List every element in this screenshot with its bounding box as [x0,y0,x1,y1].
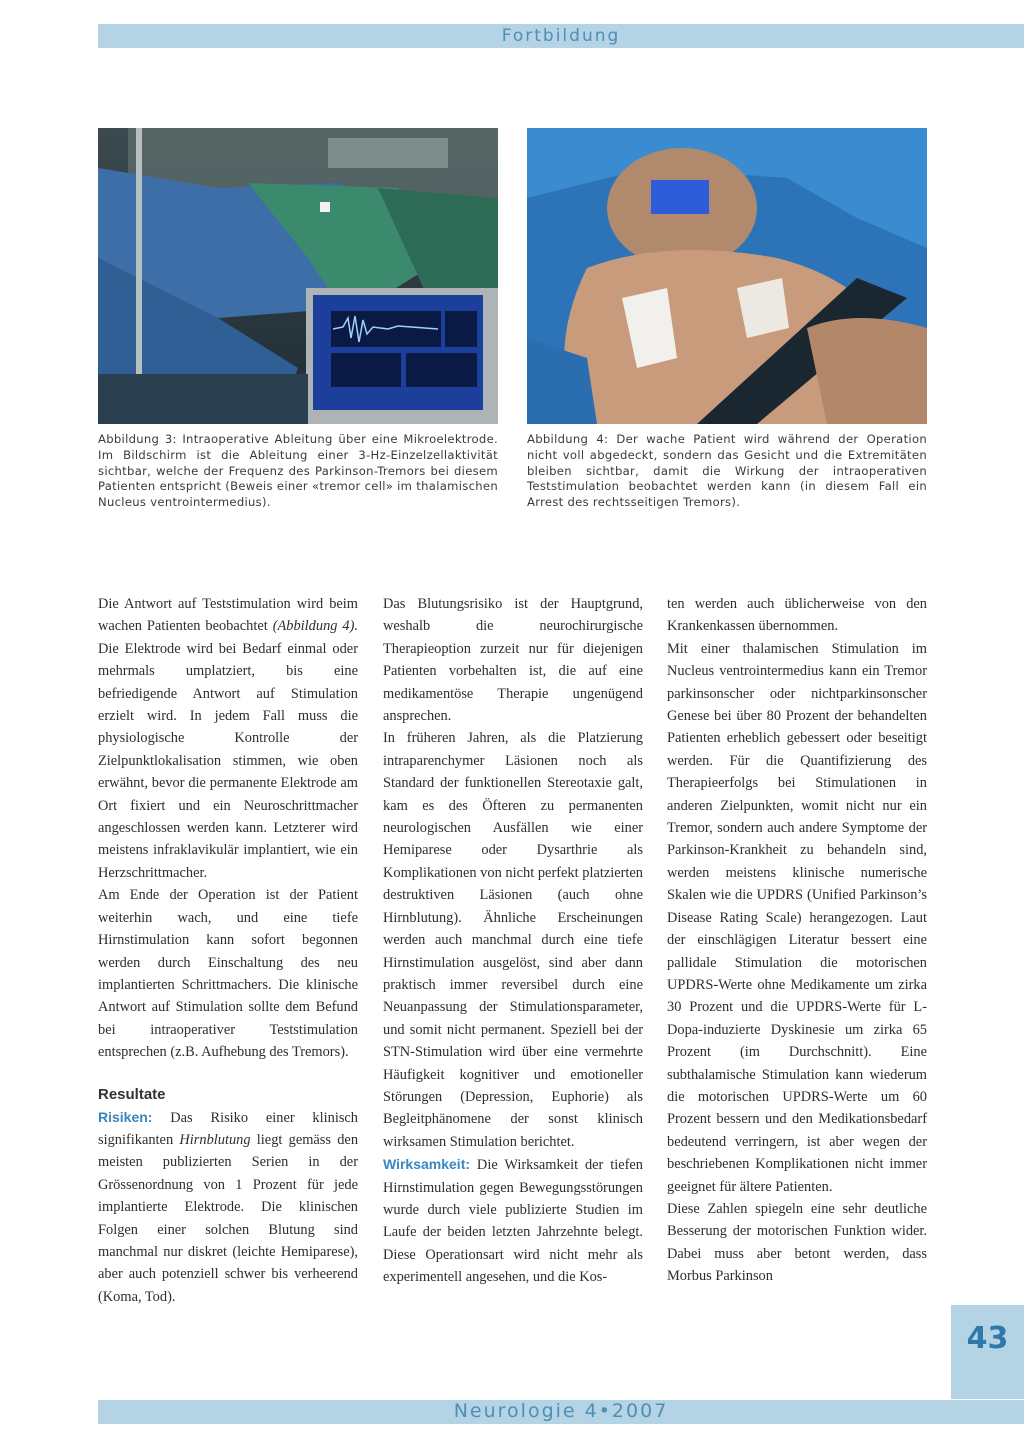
figure-3-caption: Abbildung 3: Intraoperative Ableitung über eine Mikroelektrode. Im Bildschirm ist die Ableitung einer 3-Hz-Einzelzellaktivität sichtbar, welche der Frequenz des Parkinson-Tremors bei diesem Patienten entspricht (Beweis einer «tremor cell» im thalamischen Nucleus ventrointermedius). [98,432,498,510]
paragraph: Das Blutungsrisiko ist der Hauptgrund, weshalb die neurochirurgische Therapieoption zurzeit nur für diejenigen Patienten vorbehalten ist, die auf eine medikamentöse Therapie ungenügend ansprechen. [383,596,643,725]
run-in-heading-wirksamkeit: Wirksamkeit: [383,1156,471,1173]
page-number-tab [951,1305,1024,1399]
run-in-heading-risiken: Risiken: [98,1108,153,1125]
article-column-3 [667,593,927,1288]
figure-4-photo [527,128,927,424]
figure-3-illustration [98,128,498,424]
header-bar [98,24,1024,48]
text-run: Die Antwort auf Teststimulation wird beim wachen Patienten beobachtet [98,596,358,635]
section-heading-resultate: Resultate [98,1085,166,1103]
paragraph [383,1153,643,1288]
figure-4-illustration [527,128,927,424]
journal-title: Neurologie 4•2007 [453,1400,669,1422]
text-run: Die Wirksamkeit der tiefen Hirnstimulation gegen Bewegungsstörungen wurde durch viele publizierte Studien im Laufe der beiden letzten Jahrzehnte belegt. Diese Operationsart wird nicht mehr als experimentell angesehen, und die Kos- [383,1157,643,1286]
figure-reference: (Abbildung 4). [272,618,358,635]
figure-3-photo [98,128,498,424]
paragraph: Mit einer thalamischen Stimulation im Nucleus ventrointermedius kann ein Tremor parkinsonscher oder nichtparkinsonscher Genese bei über 80 Prozent der behandelten Patienten erheblich gebessert oder beseitigt werden. Für die Quantifizierung des Therapieerfolgs bei Stimulationen in anderen Zielpunkten, womit nicht nur ein Tremor, sondern auch andere Symptome der Parkinson-Krankheit zu behandeln sind, werden meistens klinische numerische Skalen wie die UPDRS (Unified Parkinson’s Disease Rating Scale) herangezogen. Laut der einschlägigen Literatur bessert eine pallidale Stimulation die motorischen UPDRS-Werte ohne Medikamente um zirka 30 Prozent und die UPDRS-Werte für L-Dopa-induzierte Dyskinesie um zirka 65 Prozent (im Durchschnitt). Eine subthalamische Stimulation kann wiederum die motorischen UPDRS-Werte um 60 Prozent bessern und den Medikationsbedarf bedeutend verringern, ist aber wegen der beschriebenen Komplikationen nicht immer geeignet für ältere Patienten. [667,640,927,1195]
paragraph [98,1106,358,1309]
footer-bar [98,1400,1024,1424]
article-column-1 [98,593,358,1308]
paragraph: In früheren Jahren, als die Platzierung intraparenchymer Läsionen noch als Standard der funktionellen Stereotaxie galt, kam es des Öfteren zu permanenten neurologischen Ausfällen wie einer Hemiparese oder Dysarthrie als Komplikationen von nicht perfekt platzierten destruktiven Läsionen (auch ohne Hirnblutung). Ähnliche Erscheinungen werden auch manchmal durch eine tiefe Hirnstimulation ausgelöst, sind aber dann praktisch immer reversibel durch eine Neuanpassung der Stimulationsparameter, und somit nicht permanent. Speziell bei der STN-Stimulation wird über eine vermehrte Häufigkeit kognitiver und emotioneller Störungen (Depression, Euphorie) als Begleitphänomene der sonst klinisch wirksamen Stimulation berichtet. [383,730,643,1150]
section-title: Fortbildung [501,26,621,46]
article-column-2 [383,593,643,1289]
paragraph: Am Ende der Operation ist der Patient weiterhin wach, und eine tiefe Hirnstimulation kann sofort begonnen werden durch Einschaltung des neu implantierten Schrittmachers. Die klinische Antwort auf Stimulation sollte dem Befund bei intraoperativer Teststimulation entsprechen (z.B. Aufhebung des Tremors). [98,887,358,1061]
text-run: Die Elektrode wird bei Bedarf einmal oder mehrmals umplatziert, bis eine befriedigende Antwort auf Stimulation erzielt wird. In jedem Fall muss die physiologische Kontrolle der Zielpunktlokalisation stimmen, wie oben erwähnt, bevor die permanente Elektrode am Ort fixiert und ein Neuroschrittmacher angeschlossen werden kann. Letzterer wird meistens infraklavikulär implantiert, wie ein Herzschrittmacher. [98,640,358,881]
paragraph [98,593,358,884]
paragraph: ten werden auch üblicherweise von den Krankenkassen übernommen. [667,596,927,635]
text-run: liegt gemäss den meisten publizierten Serien in der Grössenordnung von 1 Prozent für jede implantierte Elektrode. Die klinischen Folgen einer solchen Blutung sind manchmal nur diskret (leichte Hemiparese), aber auch potenziell schwer bis verheerend (Koma, Tod). [98,1131,359,1305]
paragraph: Diese Zahlen spiegeln eine sehr deutliche Besserung der motorischen Funktion wider. Dabei muss aber betont werden, dass Morbus Parkinson [667,1200,927,1285]
page-number: 43 [966,1321,1009,1356]
figure-4-caption: Abbildung 4: Der wache Patient wird während der Operation nicht voll abgedeckt, sondern das Gesicht und die Extremitäten bleiben sichtbar, damit die Wirkung der intraoperativen Teststimulation beobachtet werden kann (in diesem Fall ein Arrest des rechtsseitigen Tremors). [527,432,927,510]
emphasis: Hirnblutung [179,1131,251,1148]
text-run: Das Risiko einer klinisch signifikanten [98,1109,358,1148]
